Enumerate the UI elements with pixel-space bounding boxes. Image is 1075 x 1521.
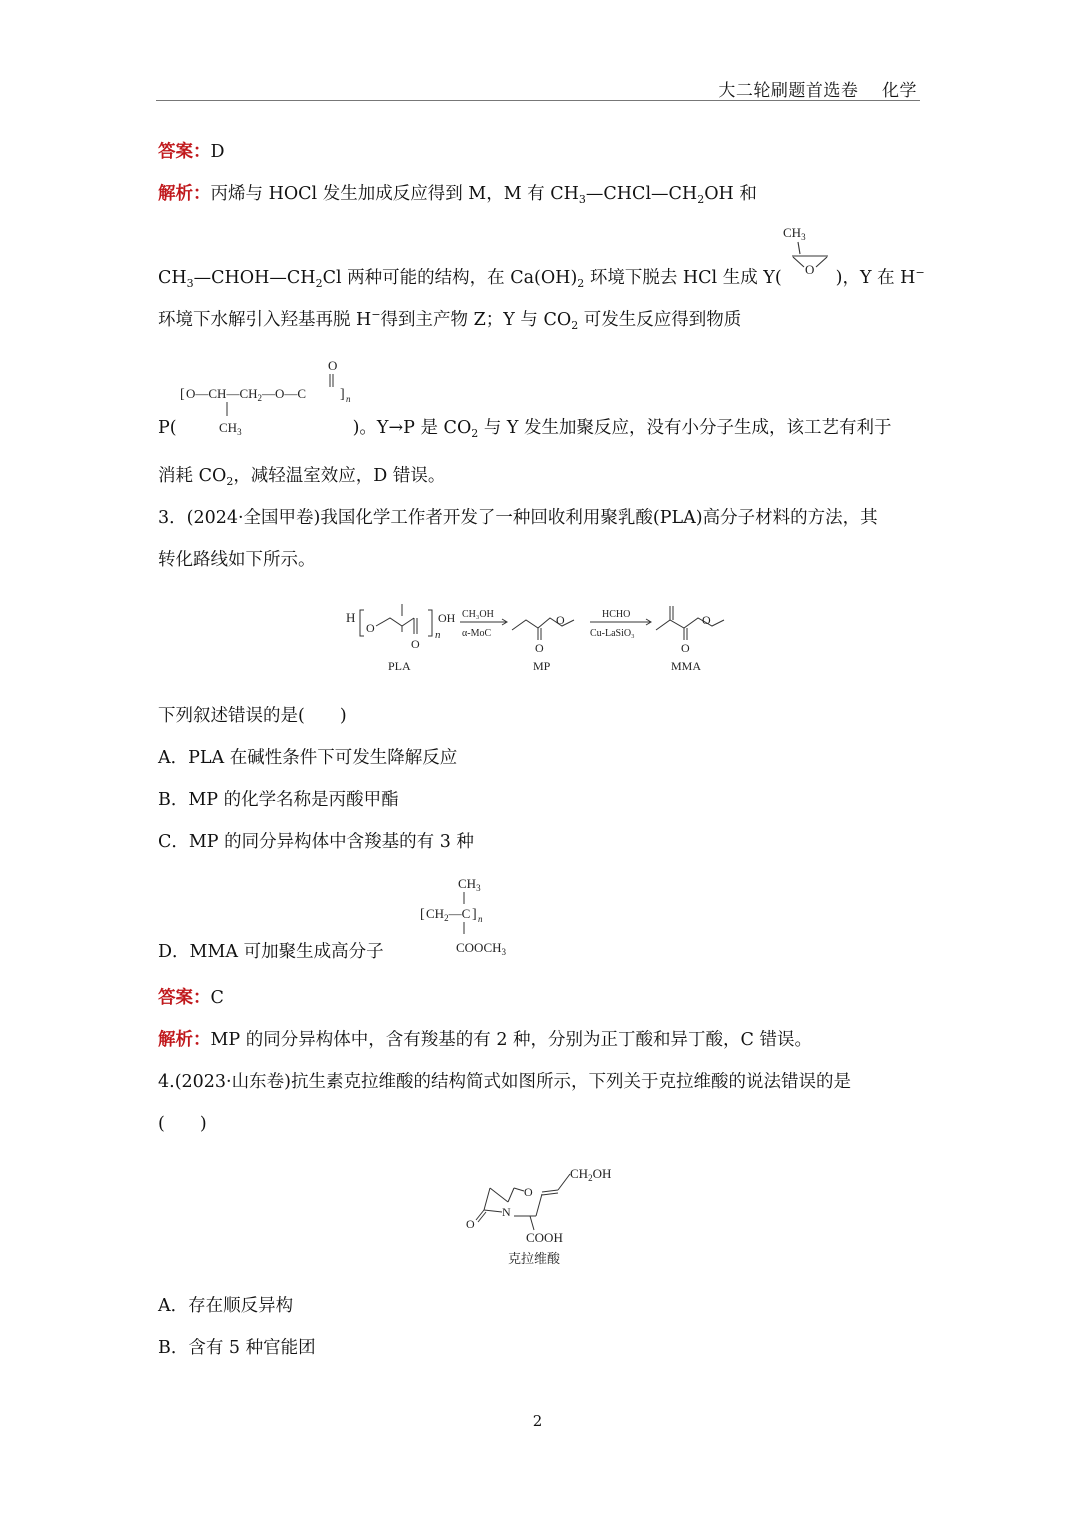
q2-analysis-line-3: 环境下水解引入羟基再脱 H−得到主产物 Z；Y 与 $CO_2$ 可发生反应得到物质 (158, 308, 742, 332)
q4-option-b: B．含有 5 种官能团 (158, 1338, 316, 1358)
svg-text:O: O (411, 637, 420, 651)
answer-label: 答案： (158, 988, 211, 1008)
text: 与 Y 发生加聚反应，没有小分子生成，该工艺有利于 (478, 418, 892, 438)
svg-text:CH2OH: $CH_2OH$ (570, 1166, 612, 1183)
reagent1-bottom: α-MoC (462, 628, 492, 639)
svg-text:CH3: $CH_3$ (458, 876, 481, 893)
svg-text:N: N (502, 1205, 511, 1219)
q4-option-a: A．存在顺反异构 (158, 1296, 294, 1316)
svg-text:O: O (524, 1185, 533, 1199)
svg-text:O: O (681, 641, 690, 655)
svg-text:n: n (435, 629, 441, 641)
q2-analysis-line-5: 消耗 $CO_2$，减轻温室效应，D 错误。 (158, 466, 446, 488)
q3-option-c: C．MP 的同分异构体中含羧基的有 3 种 (158, 832, 474, 852)
svg-text:n: n (478, 914, 483, 924)
q3-question: 下列叙述错误的是( ) (158, 706, 347, 726)
q3-option-d: D．MMA 可加聚生成高分子 (158, 942, 384, 962)
svg-text:OH: OH (438, 611, 456, 625)
svg-text:CH2—C: $CH_2—C$ (426, 906, 471, 923)
q2-analysis-line-1: 解析：丙烯与 HOCl 发生加成反应得到 M，M 有 $CH_3—CHCl—CH_2OH$ 和 (158, 184, 757, 206)
text: CH (158, 268, 187, 288)
q4-stem-line-1: 4.(2023·山东卷)抗生素克拉维酸的结构简式如图所示，下列关于克拉维酸的说法错误的是 (158, 1072, 851, 1092)
text: 可发生反应得到物质 (578, 310, 742, 330)
svg-text:n: n (346, 394, 351, 404)
text: )，Y 在 H (835, 268, 916, 288)
q3-analysis-line (158, 1028, 812, 1052)
svg-text:O: O (466, 1217, 475, 1231)
q2-analysis-line-2: $CH_3—CHOH—CH_2Cl$ 两种可能的结构，在 $Ca(OH)_2$ 环境下脱去 HCl 生成 Y( )，Y 在 H− (158, 266, 925, 290)
clavulanic-acid-structure (462, 1160, 622, 1270)
text: —CHOH—CH (193, 268, 316, 288)
text: —CHCl—CH (585, 184, 698, 204)
q3-stem-line-2: 转化路线如下所示。 (158, 550, 316, 570)
svg-text:O: O (328, 358, 338, 373)
svg-text:CH3: $CH_3$ (219, 420, 242, 437)
text: 消耗 CO (158, 466, 227, 486)
analysis-label: 解析： (158, 1030, 211, 1050)
text: )。Y→P 是 CO (352, 418, 472, 438)
q3-answer-line (158, 986, 224, 1010)
text: Cl 两种可能的结构，在 Ca(OH) (322, 268, 578, 288)
text: 环境下脱去 HCl 生成 Y( (584, 268, 782, 288)
answer-label: 答案： (158, 142, 211, 162)
page-number: 2 (532, 1412, 543, 1430)
text: 得到主产物 Z；Y 与 CO (380, 310, 572, 330)
svg-text:O: O (702, 613, 711, 627)
header-divider (156, 100, 920, 101)
text: OH 和 (704, 184, 757, 204)
page-header (718, 76, 917, 101)
header-title: 大二轮刷题首选卷 (718, 81, 859, 101)
answer-value: C (210, 988, 224, 1008)
q4-stem-line-2: ( ) (158, 1114, 207, 1134)
q3-option-b: B．MP 的化学名称是丙酸甲酯 (158, 790, 399, 810)
text: MP 的同分异构体中，含有羧基的有 2 种，分别为正丁酸和异丁酸，C 错误。 (210, 1030, 812, 1050)
svg-text:CH3: $CH_3$ (783, 225, 806, 242)
svg-text:O: O (535, 641, 544, 655)
q2-answer-line (158, 140, 225, 164)
q2-analysis-line-4: P( )。Y→P 是 $CO_2$ 与 Y 发生加聚反应，没有小分子生成，该工艺有利于 (158, 418, 892, 440)
reagent2-top: HCHO (602, 609, 631, 620)
text: 丙烯与 HOCl 发生加成反应得到 M，M 有 CH (210, 184, 579, 204)
label-mma: MMA (671, 659, 702, 673)
reagent2-bottom: Cu-LaSiO₃ (590, 628, 635, 639)
reagent1-top: CH₃OH (462, 609, 494, 620)
svg-text:[: [ (180, 387, 185, 402)
q3-option-a: A．PLA 在碱性条件下可发生降解反应 (158, 748, 458, 768)
analysis-label: 解析： (158, 184, 211, 204)
svg-text:O: O (556, 613, 565, 627)
figure-caption: 克拉维酸 (508, 1251, 561, 1266)
svg-text:O: O (805, 262, 815, 277)
label-pla: PLA (388, 659, 411, 673)
svg-text:COOCH3: $COOCH_3$ (456, 940, 507, 957)
reaction-scheme (340, 598, 740, 682)
q3-stem-line-1: 3．(2024·全国甲卷)我国化学工作者开发了一种回收利用聚乳酸(PLA)高分子材料的方法，其 (158, 508, 878, 528)
svg-text:O: O (366, 621, 375, 635)
svg-text:]: ] (472, 907, 477, 922)
text: 环境下水解引入羟基再脱 H (158, 310, 372, 330)
svg-text:COOH: COOH (526, 1230, 563, 1245)
header-subject: 化学 (882, 81, 917, 101)
svg-text:H: H (346, 610, 356, 625)
text: P( (158, 418, 177, 438)
label-mp: MP (533, 659, 551, 673)
text: ，减轻温室效应，D 错误。 (233, 466, 446, 486)
svg-text:O—CH—CH2—O—C: $O—CH—CH_2—O—C$ (186, 386, 307, 403)
pmma-structure (420, 870, 530, 960)
svg-text:[: [ (420, 907, 425, 922)
answer-value: D (210, 142, 225, 162)
svg-text:]: ] (340, 387, 345, 402)
